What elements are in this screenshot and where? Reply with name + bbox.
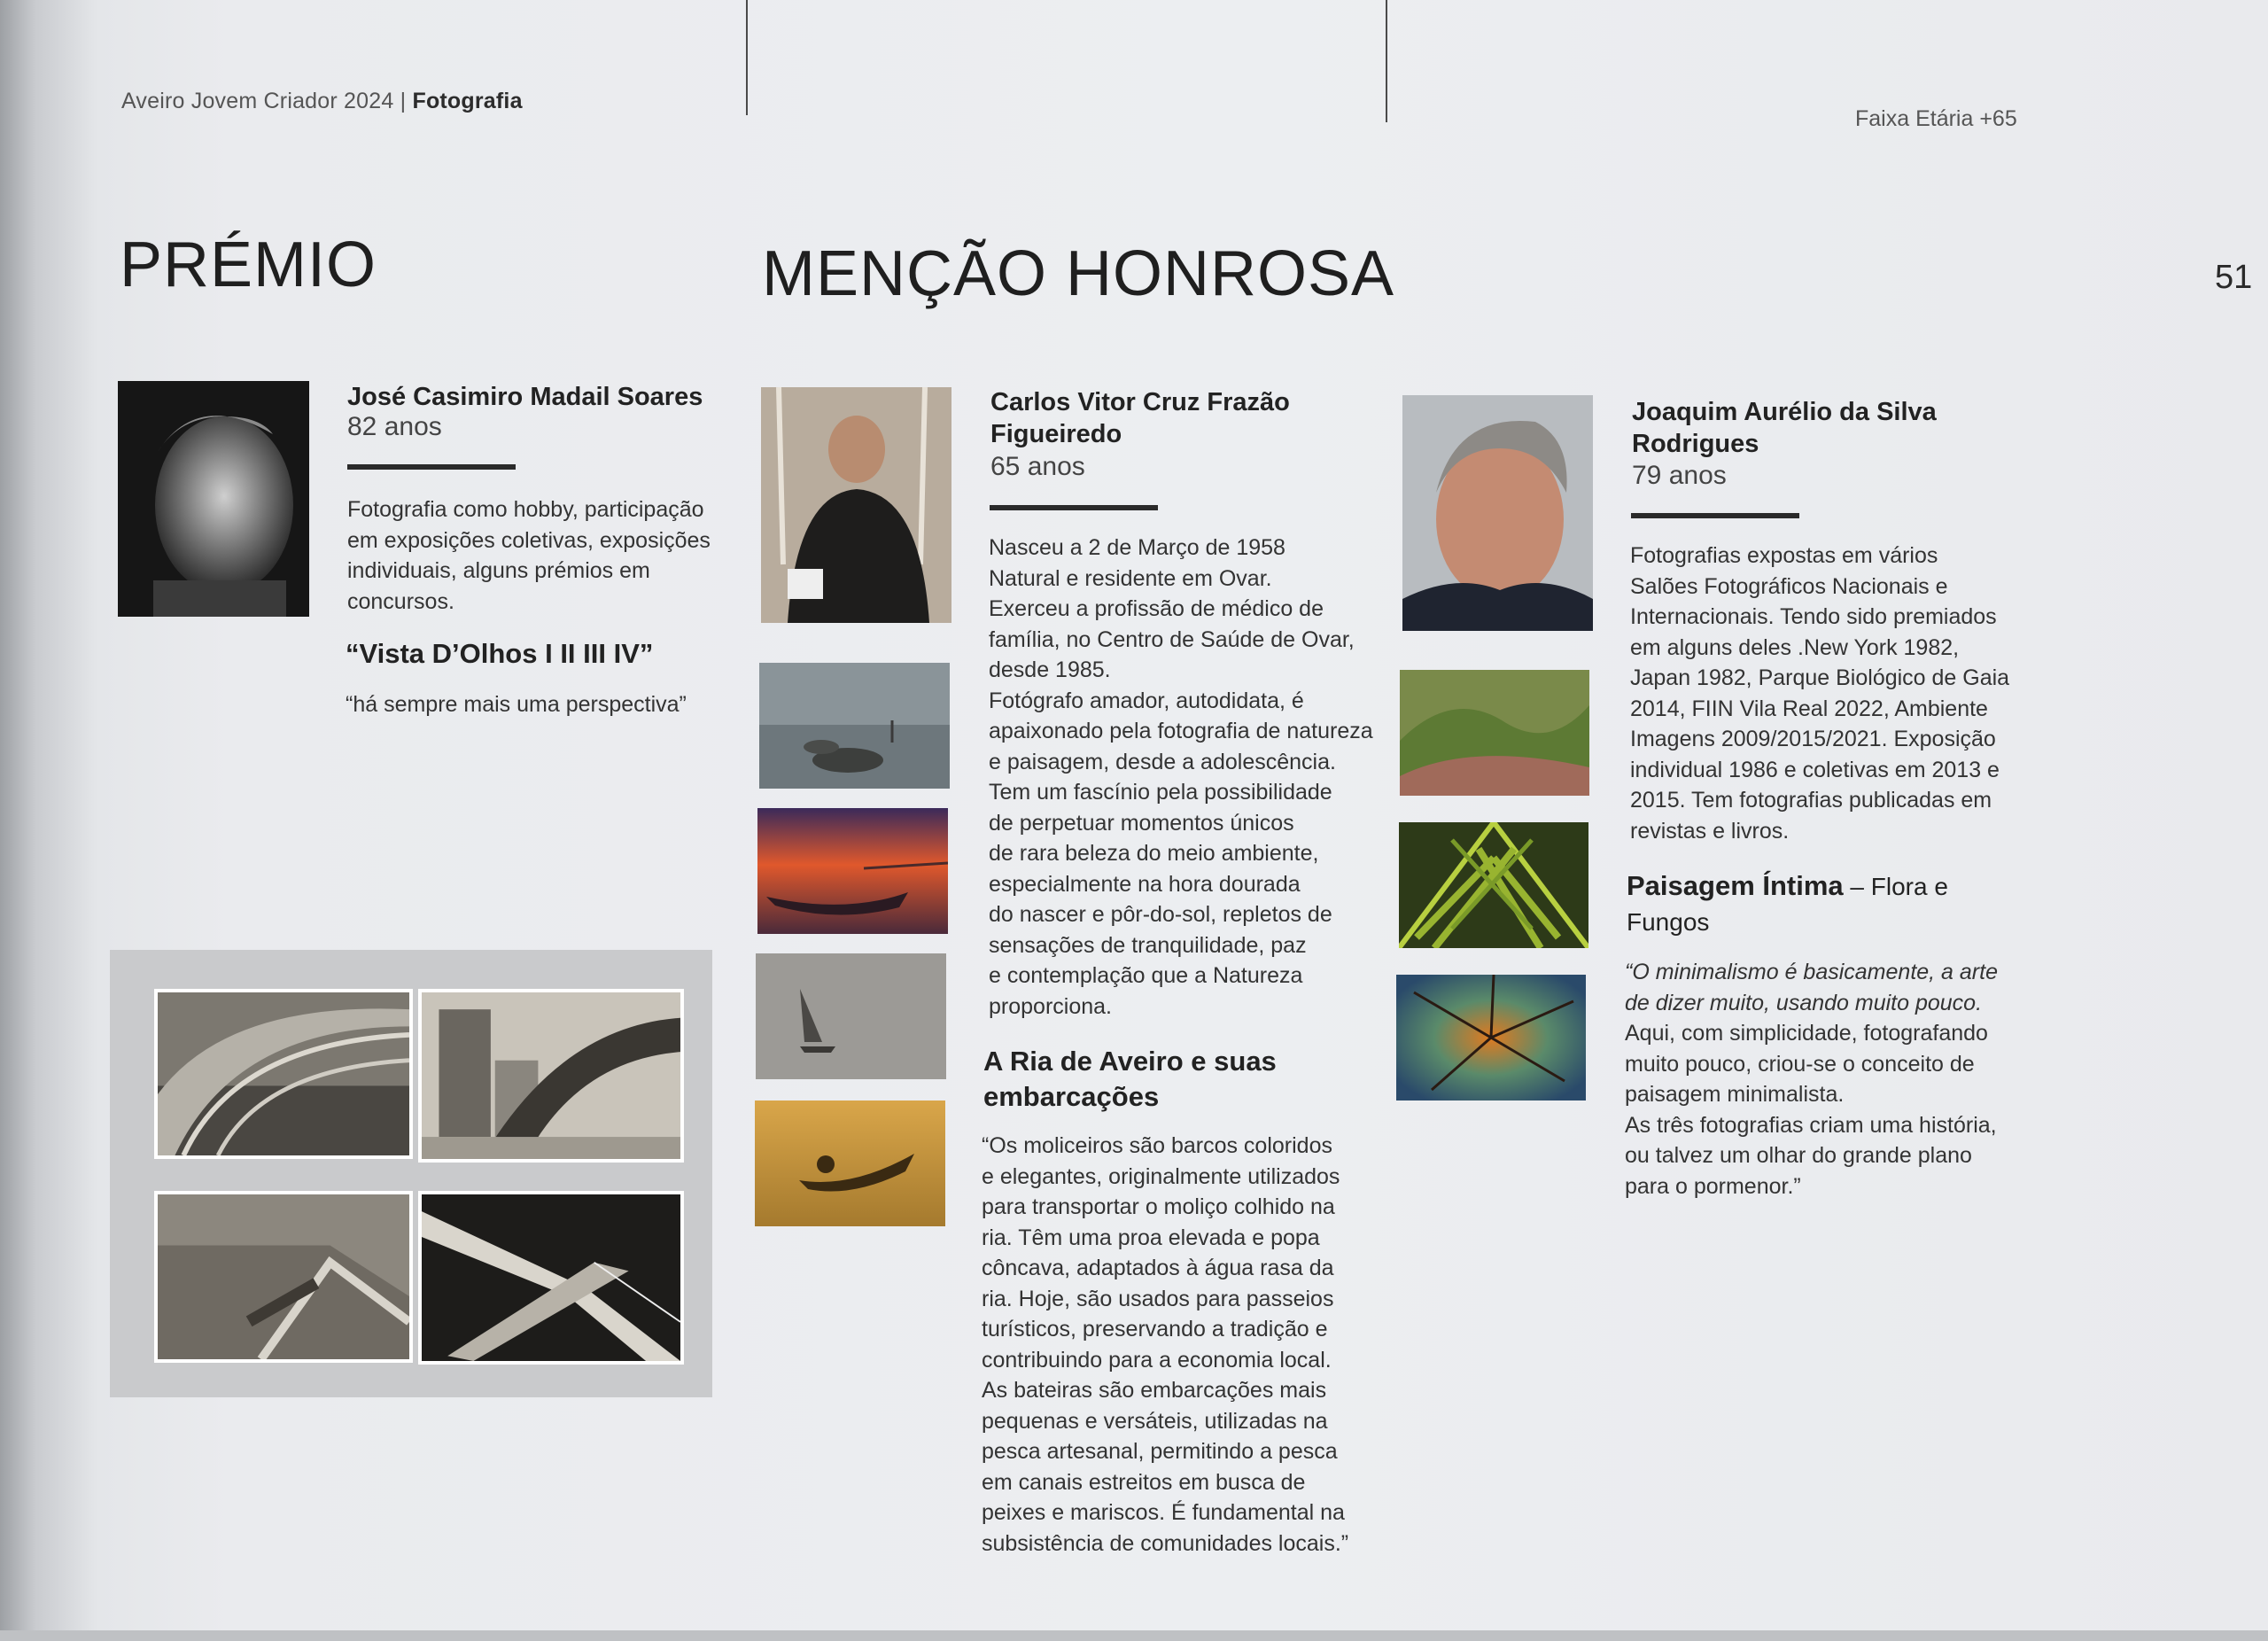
bio-line: do nascer e pôr-do-sol, repletos de [989,902,1332,927]
column-rule-2 [1386,0,1387,122]
bio-line: concursos. [347,588,454,614]
quote-line: subsistência de comunidades locais.” [982,1530,1349,1556]
bio-line: proporciona. [989,993,1112,1019]
artist-3-divider [1631,513,1799,518]
bio-line: e paisagem, desde a adolescência. [989,749,1336,774]
section-title-mencao: MENÇÃO HONROSA [762,238,1395,309]
bio-line: Exerceu a profissão de médico de [989,596,1324,621]
artist-2-work-title-line-2: embarcações [983,1081,1160,1112]
thumb-green-hills [1400,670,1589,796]
quote-line-italic: “O minimalismo é basicamente, a arte [1625,960,1998,984]
artist-3-work-title [1627,868,1948,940]
thumb-sailboat-fog [756,953,946,1079]
bio-line: Fotografias expostas em vários [1630,543,1938,568]
bio-line: Japan 1982, Parque Biológico de Gaia [1630,665,2010,690]
thumb-boats-lake [759,663,950,789]
bio-line: revistas e livros. [1630,818,1790,844]
artist-3-age: 79 anos [1632,461,1727,490]
artist-3-name-line-1: Joaquim Aurélio da Silva [1632,398,1937,426]
quote-line: para o pormenor.” [1625,1173,1801,1199]
thumb-sunset-boat [757,808,948,934]
bio-line: Imagens 2009/2015/2021. Exposição [1630,727,1996,751]
bio-line: Fotografia como hobby, participação [347,497,704,522]
quote-line: contribuindo para a economia local. [982,1347,1332,1373]
bio-line: 2014, FIIN Vila Real 2022, Ambiente [1630,696,1988,721]
thumb-fern-leaves [1399,822,1588,948]
artist-1-gallery [110,950,712,1397]
gallery-photo-bridge-1 [154,989,413,1159]
artist-2-name-line-2: Figueiredo [990,420,1122,448]
header-age-group: Faixa Etária +65 [1855,106,2017,131]
artist-2-divider [990,505,1158,510]
quote-line: ou talvez um olhar do grande plano [1625,1143,1972,1168]
artist-2-quote [982,1131,1348,1559]
quote-line: As três fotografias criam uma história, [1625,1112,1997,1138]
artist-2-bio [989,533,1373,1022]
quote-line: paisagem minimalista. [1625,1082,1845,1107]
portrait-carlos [761,387,951,623]
bio-line: Natural e residente em Ovar. [989,565,1272,591]
section-title-premio: PRÉMIO [120,229,377,300]
artist-2-name [990,386,1290,450]
artist-2-work-title-line-1: A Ria de Aveiro e suas [983,1046,1277,1077]
bio-line: individual 1986 e coletivas em 2013 e [1630,757,2000,782]
quote-line: pesca artesanal, permitindo a pesca [982,1439,1338,1464]
artist-3-bio [1630,541,2009,846]
artist-3-quote [1625,957,1998,1202]
bio-line: e contemplação que a Natureza [989,963,1303,988]
artist-3-work-subtitle-b: Fungos [1627,908,1710,936]
bio-line: família, no Centro de Saúde de Ovar, [989,626,1355,652]
bio-line: Tem um fascínio pela possibilidade [989,780,1332,805]
bio-line: Salões Fotográficos Nacionais e [1630,573,1948,599]
bio-line: Nasceu a 2 de Março de 1958 [989,535,1285,560]
header-publication-name: Aveiro Jovem Criador 2024 | [121,89,407,113]
quote-line: ria. Hoje, são usados para passeios [982,1286,1334,1311]
artist-3-work-title-main: Paisagem Íntima [1627,870,1844,901]
artist-1-quote: “há sempre mais uma perspectiva” [346,692,687,717]
quote-line: turísticos, preservando a tradição e [982,1317,1328,1342]
bio-line: sensações de tranquilidade, paz [989,932,1307,958]
gallery-photo-bridge-2 [418,989,684,1163]
page-number: 51 [2215,259,2253,296]
quote-line: peixes e mariscos. É fundamental na [982,1500,1345,1525]
bio-line: em exposições coletivas, exposições [347,527,711,553]
bio-line: individuais, alguns prémios em [347,558,650,583]
bio-line: apaixonado pela fotografia de natureza [989,719,1373,743]
portrait-jose [118,381,309,617]
gallery-photo-bridge-3 [154,1191,413,1363]
bio-line: de rara beleza do meio ambiente, [989,841,1319,866]
artist-1-work-title: “Vista D’Olhos I II III IV” [346,638,654,669]
quote-line-italic: de dizer muito, usando muito pouco. [1625,990,1983,1015]
artist-2-name-line-1: Carlos Vitor Cruz Frazão [990,388,1290,416]
artist-1-bio [347,494,711,617]
portrait-joaquim [1402,395,1593,631]
quote-line: em canais estreitos em busca de [982,1469,1306,1495]
bio-line: desde 1985. [989,657,1111,682]
bio-line: Fotógrafo amador, autodidata, é [989,688,1304,713]
artist-1-divider [347,464,516,470]
bio-line: Internacionais. Tendo sido premiados [1630,604,1997,629]
thumb-golden-fisherman [755,1100,945,1226]
artist-2-age: 65 anos [990,452,1085,481]
gallery-photo-bridge-4 [418,1191,684,1365]
artist-3-work-subtitle-a: – Flora e [1843,873,1948,900]
quote-line: “Os moliceiros são barcos coloridos [982,1133,1332,1158]
quote-line: ria. Têm uma proa elevada e popa [982,1225,1320,1250]
quote-line: para transportar o moliço colhido na [982,1194,1335,1219]
artist-3-name-line-2: Rodrigues [1632,430,1759,458]
column-rule-1 [746,0,748,115]
quote-line: Aqui, com simplicidade, fotografando [1625,1021,1988,1046]
header-category: Fotografia [412,89,523,113]
quote-line: e elegantes, originalmente utilizados [982,1163,1340,1189]
bio-line: em alguns deles .New York 1982, [1630,634,1960,660]
bio-line: 2015. Tem fotografias publicadas em [1630,788,1992,813]
quote-line: As bateiras são embarcações mais [982,1378,1327,1403]
artist-1-age: 82 anos [347,412,442,441]
artist-2-work-title [983,1044,1277,1115]
quote-line: côncava, adaptados à água rasa da [982,1256,1334,1280]
scan-edge [0,1630,2268,1641]
quote-line: pequenas e versáteis, utilizadas na [982,1408,1328,1434]
header-publication [121,89,523,114]
bio-line: de perpetuar momentos únicos [989,810,1294,836]
thumb-fungus-crack [1396,975,1586,1100]
artist-3-name [1632,396,1937,460]
artist-1-name: José Casimiro Madail Soares [347,383,703,411]
bio-line: especialmente na hora dourada [989,871,1301,897]
quote-line: muito pouco, criou-se o conceito de [1625,1051,1975,1077]
